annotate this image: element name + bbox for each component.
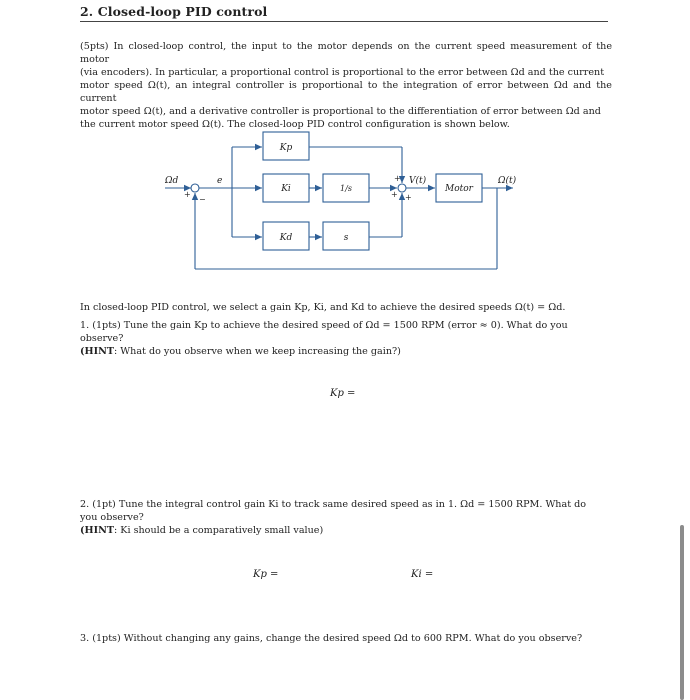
plus-sign-3: + — [391, 190, 398, 199]
hint-label: (HINT — [80, 525, 114, 536]
input-label: Ωd — [165, 176, 179, 186]
question-1 — [80, 319, 612, 358]
plus-sign-4: + — [405, 193, 412, 202]
answer-kp-1: Kp = — [330, 388, 356, 399]
section-title: 2. Closed-loop PID control — [80, 4, 268, 19]
kp-label: Kp — [279, 143, 293, 153]
hint-label: (HINT — [80, 346, 114, 357]
plus-sign-1: + — [184, 190, 191, 199]
plus-sign-2: + — [394, 174, 401, 183]
scrollbar-thumb[interactable] — [680, 525, 684, 700]
ki-label: Ki — [281, 184, 291, 194]
intro-line: (5pts) In closed-loop control, the input to the motor depends on the current speed measurement of the motor — [80, 41, 612, 65]
motor-label: Motor — [445, 184, 473, 194]
kd-label: Kd — [279, 233, 293, 243]
question-3: 3. (1pts) Without changing any gains, change the desired speed Ωd to 600 RPM. What do you observe? — [80, 633, 583, 644]
closed-loop-statement: In closed-loop PID control, we select a gain Kp, Ki, and Kd to achieve the desired speeds Ω(t) = Ωd. — [80, 302, 566, 313]
question-2-hint — [80, 524, 612, 537]
intro-line: motor speed Ω(t), an integral controller is proportional to the integration of error between Ωd and the current — [80, 80, 612, 104]
error-label: e — [217, 176, 223, 186]
question-1-line: 1. (1pts) Tune the gain Kp to achieve the desired speed of Ωd = 1500 RPM (error ≈ 0). What do you — [80, 320, 568, 331]
question-2-line: you observe? — [80, 512, 144, 523]
intro-line: motor speed Ω(t), and a derivative controller is proportional to the differentiation of error between Ωd and — [80, 106, 601, 117]
question-2-line: 2. (1pt) Tune the integral control gain Ki to track same desired speed as in 1. Ωd = 1500 RPM. What do — [80, 499, 587, 510]
minus-sign: − — [199, 195, 206, 204]
voltage-label: V(t) — [409, 176, 427, 186]
output-label: Ω(t) — [498, 176, 517, 186]
question-1-hint — [80, 345, 612, 358]
intro-line: the current motor speed Ω(t). The closed-loop PID control configuration is shown below. — [80, 119, 510, 130]
hint-text: : Ki should be a comparatively small value) — [114, 525, 324, 536]
answer-ki-2: Ki = — [411, 569, 434, 580]
integrator-label: 1/s — [340, 184, 352, 193]
question-2 — [80, 498, 612, 537]
question-1-line: observe? — [80, 333, 124, 344]
derivative-label: s — [343, 233, 349, 243]
hint-text: : What do you observe when we keep increasing the gain?) — [114, 346, 401, 357]
summing-junction-error — [191, 184, 199, 192]
answer-kp-2: Kp = — [253, 569, 279, 580]
intro-line: (via encoders). In particular, a proportional control is proportional to the error between Ωd and the current — [80, 67, 605, 78]
summing-junction-controller — [398, 184, 406, 192]
